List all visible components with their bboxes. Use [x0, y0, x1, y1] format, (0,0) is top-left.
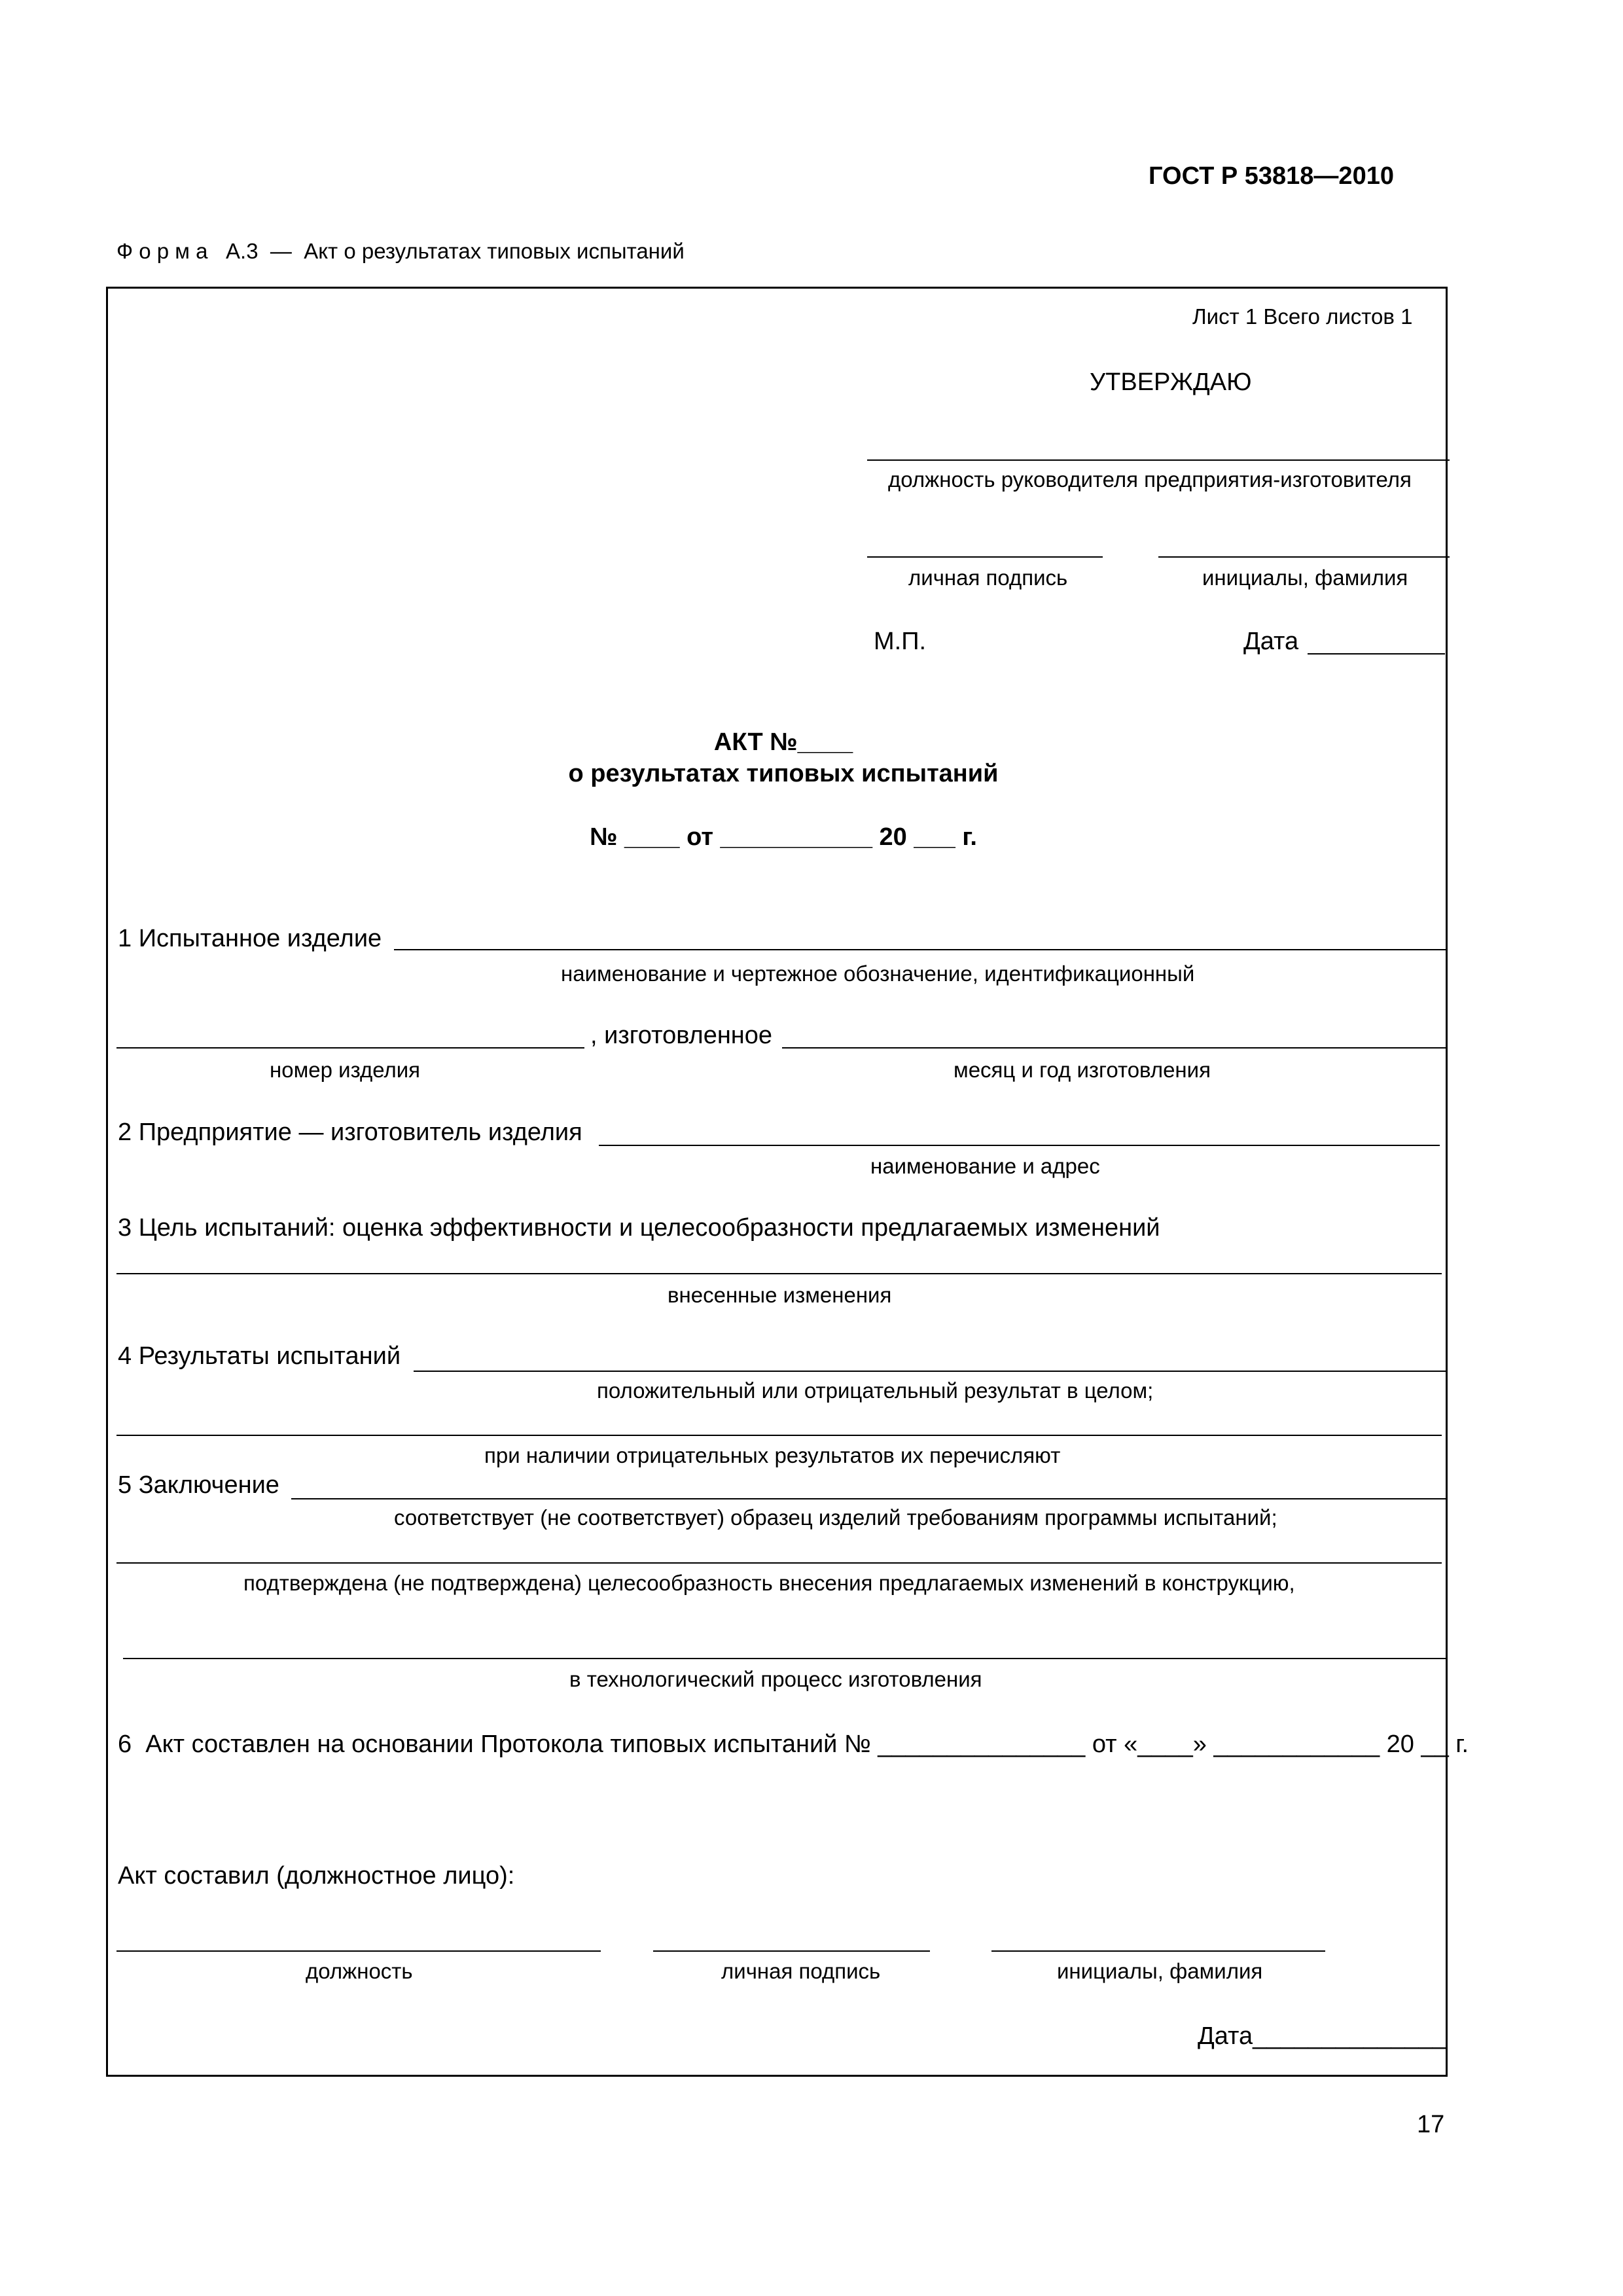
- s3-caption: внесенные изменения: [668, 1283, 892, 1307]
- s1-month-line: [782, 1047, 1446, 1049]
- compiled-name-caption: инициалы, фамилия: [1057, 1959, 1263, 1983]
- s4-caption-1: положительный или отрицательный результат в целом;: [597, 1378, 1154, 1403]
- s5-line-1: [291, 1498, 1448, 1499]
- s2-caption: наименование и адрес: [870, 1154, 1100, 1178]
- s5-line-3: [123, 1658, 1448, 1659]
- s2-line: [599, 1145, 1440, 1146]
- page-number: 17: [1417, 2111, 1445, 2138]
- s6-text: 6 Акт составлен на основании Протокола типовых испытаний № _______________ от «____» ____________ 20 __ г.: [118, 1731, 1469, 1758]
- s5-line-2: [116, 1562, 1442, 1564]
- compiled-position-line: [116, 1950, 601, 1952]
- form-caption: Ф о р м а А.3 — Акт о результатах типовых испытаний: [116, 239, 685, 263]
- compiled-position-caption: должность: [306, 1959, 413, 1983]
- name-caption: инициалы, фамилия: [1202, 565, 1408, 590]
- s3-line: [116, 1273, 1442, 1274]
- approval-date-label: Дата: [1243, 628, 1299, 655]
- s4-line-1: [414, 1371, 1448, 1372]
- s5-label: 5 Заключение: [118, 1471, 279, 1499]
- compiled-signature-line: [653, 1950, 930, 1952]
- position-line: [867, 459, 1450, 461]
- act-title: АКТ №____: [713, 728, 853, 756]
- approval-date-line: [1308, 653, 1445, 655]
- s1-number-caption: номер изделия: [270, 1058, 421, 1082]
- s4-line-2: [116, 1435, 1442, 1436]
- signature-line: [867, 556, 1103, 558]
- s5-caption-1: соответствует (не соответствует) образец изделий требованиям программы испытаний;: [394, 1505, 1277, 1530]
- s5-caption-2: подтверждена (не подтверждена) целесообразность внесения предлагаемых изменений в конструкцию,: [243, 1571, 1295, 1595]
- position-caption: должность руководителя предприятия-изготовителя: [888, 467, 1412, 492]
- name-line: [1158, 556, 1450, 558]
- compiled-by-label: Акт составил (должностное лицо):: [118, 1862, 515, 1890]
- s1-label: 1 Испытанное изделие: [118, 925, 382, 952]
- act-subtitle: о результатах типовых испытаний: [568, 760, 999, 787]
- sheet-info: Лист 1 Всего листов 1: [1192, 304, 1413, 329]
- signature-caption: личная подпись: [908, 565, 1068, 590]
- form-frame: [106, 287, 1448, 2077]
- act-number-date: № ____ от ___________ 20 ___ г.: [590, 823, 977, 851]
- compiled-name-line: [991, 1950, 1325, 1952]
- s5-caption-3: в технологический процесс изготовления: [569, 1667, 982, 1691]
- compiled-signature-caption: личная подпись: [721, 1959, 881, 1983]
- s4-label: 4 Результаты испытаний: [118, 1342, 401, 1370]
- stamp-label: М.П.: [874, 628, 927, 655]
- s2-label: 2 Предприятие — изготовитель изделия: [118, 1119, 582, 1146]
- approve-heading: УТВЕРЖДАЮ: [1090, 368, 1252, 396]
- standard-number: ГОСТ Р 53818—2010: [1149, 162, 1394, 190]
- s1-made-label: , изготовленное: [590, 1022, 773, 1049]
- compiled-date-label: Дата______________: [1198, 2022, 1447, 2050]
- s1-number-line: [116, 1047, 584, 1049]
- s4-caption-2: при наличии отрицательных результатов их перечисляют: [484, 1443, 1061, 1467]
- s1-line: [394, 949, 1446, 950]
- s1-caption: наименование и чертежное обозначение, идентификационный: [561, 961, 1195, 986]
- s1-month-caption: месяц и год изготовления: [954, 1058, 1211, 1082]
- s3-label: 3 Цель испытаний: оценка эффективности и целесообразности предлагаемых изменений: [118, 1214, 1160, 1242]
